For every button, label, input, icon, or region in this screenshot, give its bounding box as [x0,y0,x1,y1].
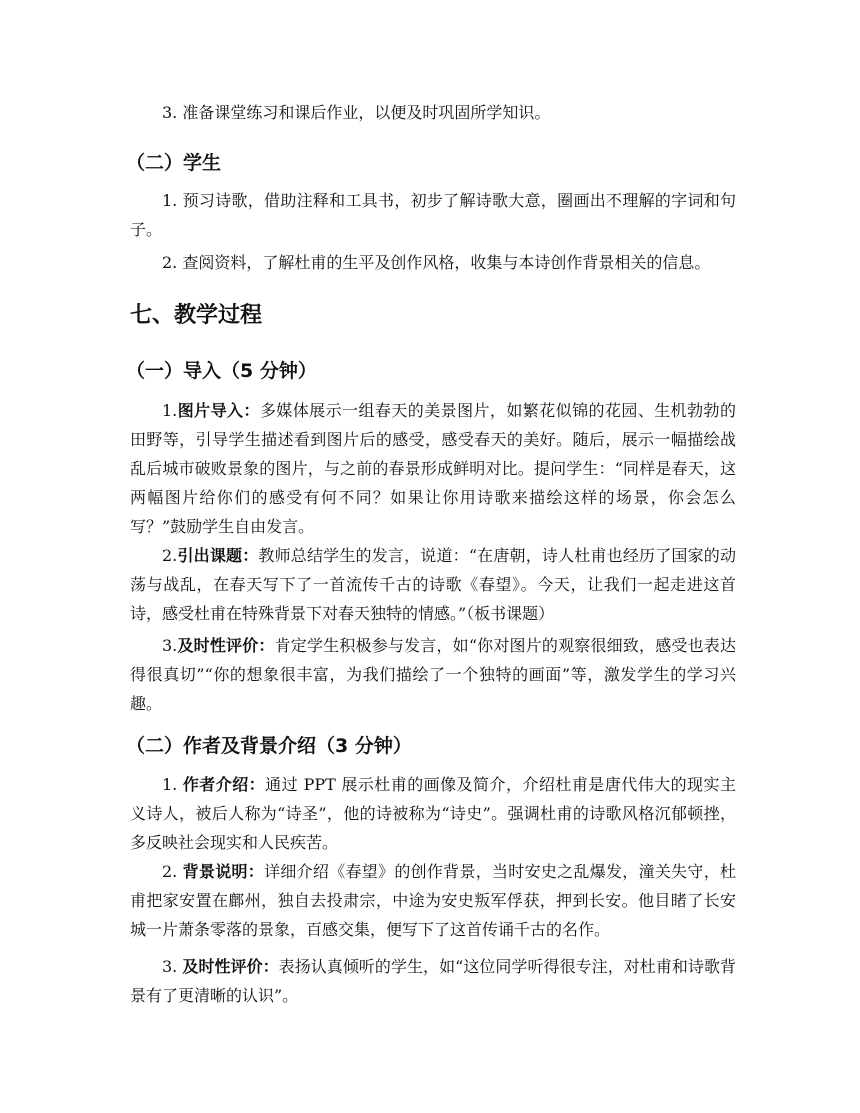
intro-item-3 [130,631,736,718]
intro-item-1 [130,396,736,541]
intro-item-3-text: 肯定学生积极参与发言，如“你对图片的观察很细致，感受也表达得很真切”“你的想象很丰富，为我们描绘了一个独特的画面”等，激发学生的学习兴趣。 [130,636,736,713]
author-item-1 [130,770,736,857]
author-item-2-text: 详细介绍《春望》的创作背景，当时安史之乱爆发，潼关失守，杜甫把家安置在鄜州，独自去投肃宗，中途为安史叛军俘获，押到长安。他目睹了长安城一片萧条零落的景象，百感交集，便写下了这首传诵千古的名作。 [130,862,736,939]
author-item-1-num: 1. [162,775,183,794]
intro-item-2 [130,541,736,628]
intro-item-1-num: 1. [162,401,178,420]
author-item-2 [130,857,736,944]
author-item-2-label: 背景说明： [182,862,265,881]
intro-item-3-label: 及时性评价： [177,636,275,655]
intro-item-2-label: 引出课题： [177,546,259,565]
intro-item-3-num: 3. [162,636,178,655]
section-7-heading: 七、教学过程 [130,303,263,328]
author-item-3-text: 表扬认真倾听的学生，如“这位同学听得很专注，对杜甫和诗歌背景有了更清晰的认识”。 [130,957,736,1005]
author-item-2-num: 2. [162,862,183,881]
students-heading: （二）学生 [126,152,222,174]
author-heading: （二）作者及背景介绍（3 分钟） [126,735,412,757]
author-item-1-text: 通过 PPT 展示杜甫的画像及简介，介绍杜甫是唐代伟大的现实主义诗人，被后人称为“诗圣”，他的诗被称为“诗史”。强调杜甫的诗歌风格沉郁顿挫，多反映社会现实和人民疾苦。 [130,775,736,852]
author-item-3-label: 及时性评价： [182,957,279,976]
author-item-3-num: 3. [162,957,183,976]
students-item-2: 2. 查阅资料，了解杜甫的生平及创作风格，收集与本诗创作背景相关的信息。 [162,253,711,272]
teacher-prep-item-3: 3. 准备课堂练习和课后作业，以便及时巩固所学知识。 [162,103,551,122]
author-item-1-label: 作者介绍： [182,775,266,794]
intro-heading: （一）导入（5 分钟） [126,360,317,382]
intro-item-1-label: 图片导入： [177,401,260,420]
students-item-1: 1. 预习诗歌，借助注释和工具书，初步了解诗歌大意，圈画出不理解的字词和句子。 [130,191,736,239]
intro-item-2-text: 教师总结学生的发言，说道：“在唐朝，诗人杜甫也经历了国家的动荡与战乱，在春天写下了一首流传千古的诗歌《春望》。今天，让我们一起走进这首诗，感受杜甫在特殊背景下对春天独特的情感。”（板书课题） [130,546,736,623]
intro-item-1-text: 多媒体展示一组春天的美景图片，如繁花似锦的花园、生机勃勃的田野等，引导学生描述看到图片后的感受，感受春天的美好。随后，展示一幅描绘战乱后城市破败景象的图片，与之前的春景形成鲜明对比。提问学生：“同样是春天，这两幅图片给你们的感受有何不同？如果让你用诗歌来描绘这样的场景，你会怎么写？”鼓励学生自由发言。 [130,401,736,536]
author-item-3 [130,952,736,1010]
intro-item-2-num: 2. [162,546,178,565]
